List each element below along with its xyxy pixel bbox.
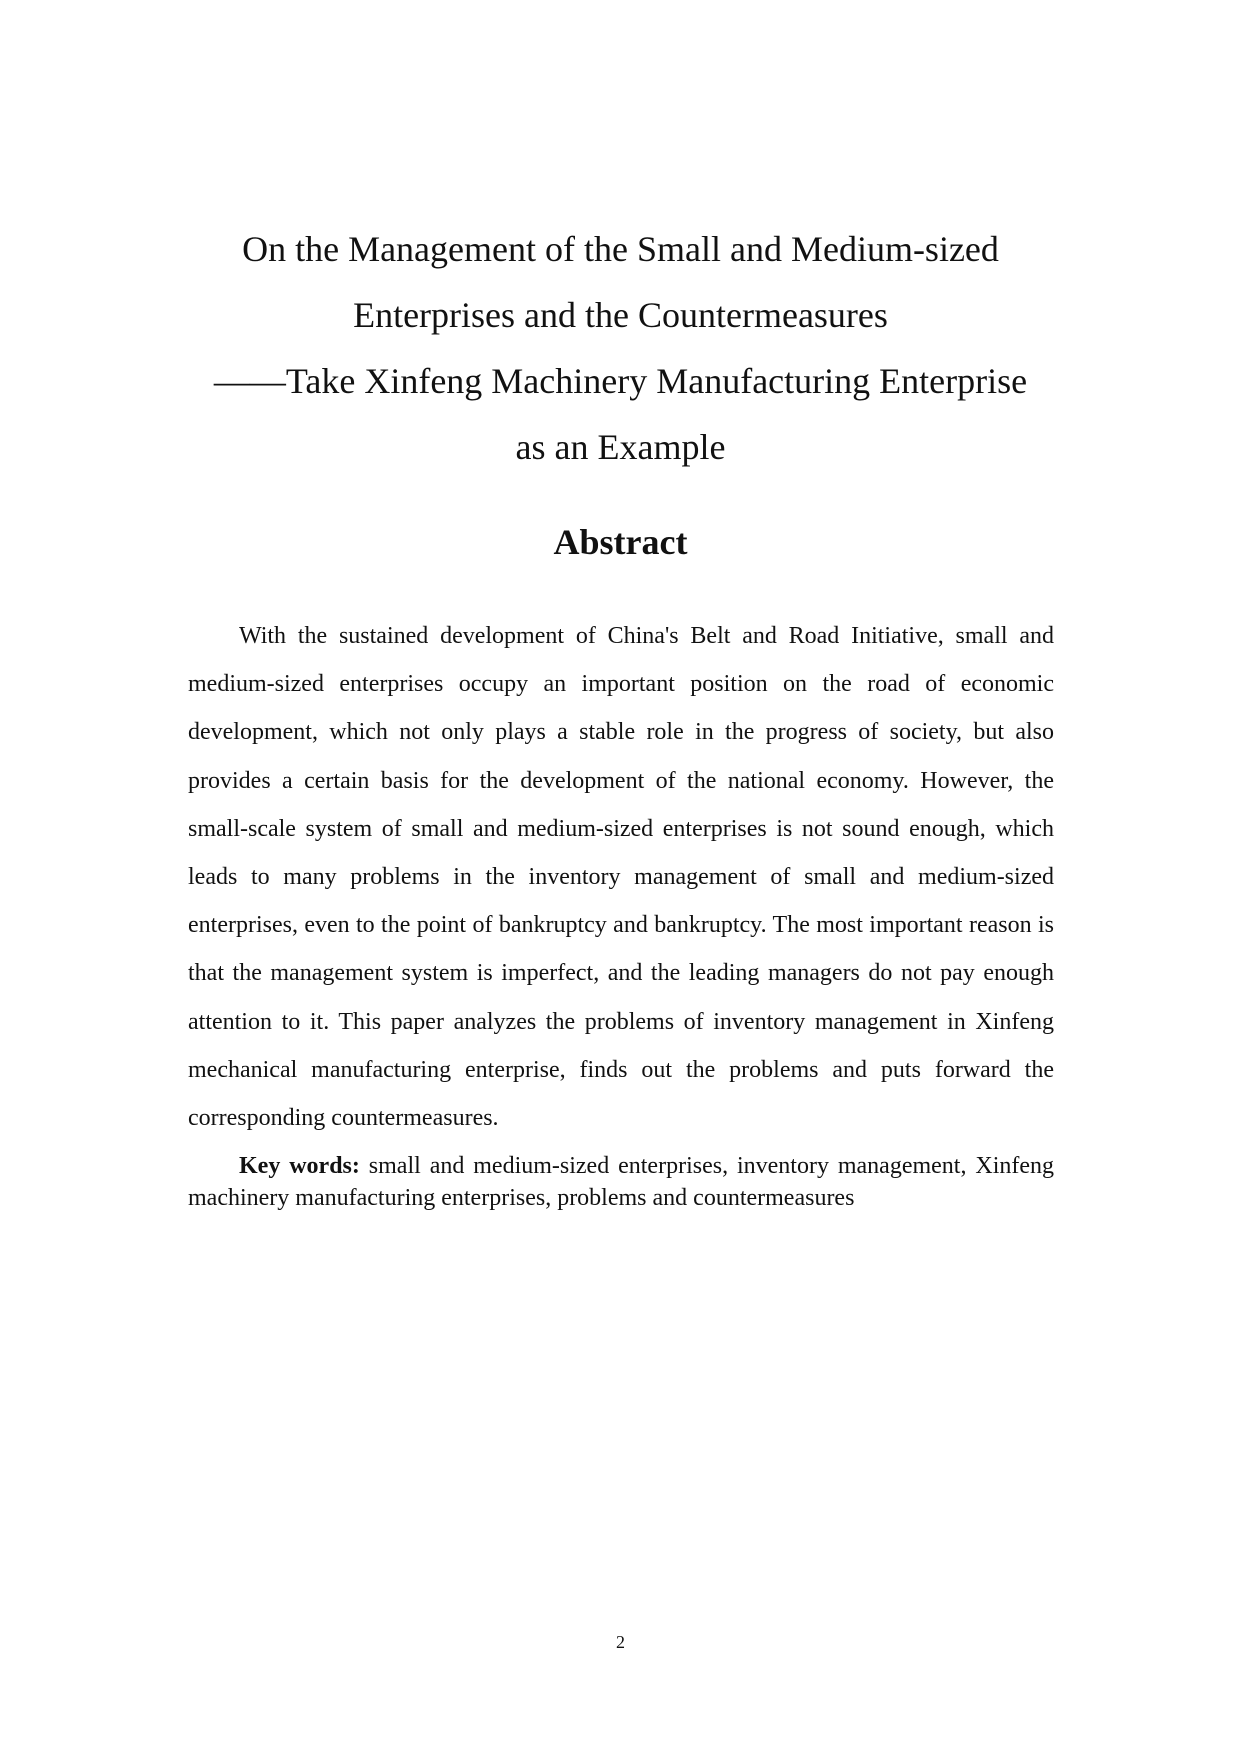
title-line-3: ——Take Xinfeng Machinery Manufacturing Enterprise (213, 361, 1028, 401)
paper-title (150, 216, 1091, 480)
keywords-text: small and medium-sized enterprises, inventory management, Xinfeng machinery manufacturing enterprises, problems and countermeasures (188, 1153, 1055, 1211)
title-line-4: as an Example (515, 427, 726, 467)
abstract-body: With the sustained development of China's Belt and Road Initiative, small and medium-sized enterprises occupy an important position on the road of economic development, which not only plays a stable role in the progress of society, but also provides a certain basis for the development of the national economy. However, the small-scale system of small and medium-sized enterprises is not sound enough, which leads to many problems in the inventory management of small and medium-sized enterprises, even to the point of bankruptcy and bankruptcy. The most important reason is that the management system is imperfect, and the leading managers do not pay enough attention to it. This paper analyzes the problems of inventory management in Xinfeng mechanical manufacturing enterprise, finds out the problems and puts forward the corresponding countermeasures. (188, 623, 1054, 1132)
title-line-2: Enterprises and the Countermeasures (353, 295, 888, 335)
title-line-1: On the Management of the Small and Medium-sized (242, 229, 999, 269)
keywords-paragraph (188, 1150, 1054, 1214)
abstract-heading: Abstract (553, 522, 688, 562)
keywords-label: Key words: (239, 1153, 360, 1179)
page-number: 2 (616, 1632, 625, 1652)
